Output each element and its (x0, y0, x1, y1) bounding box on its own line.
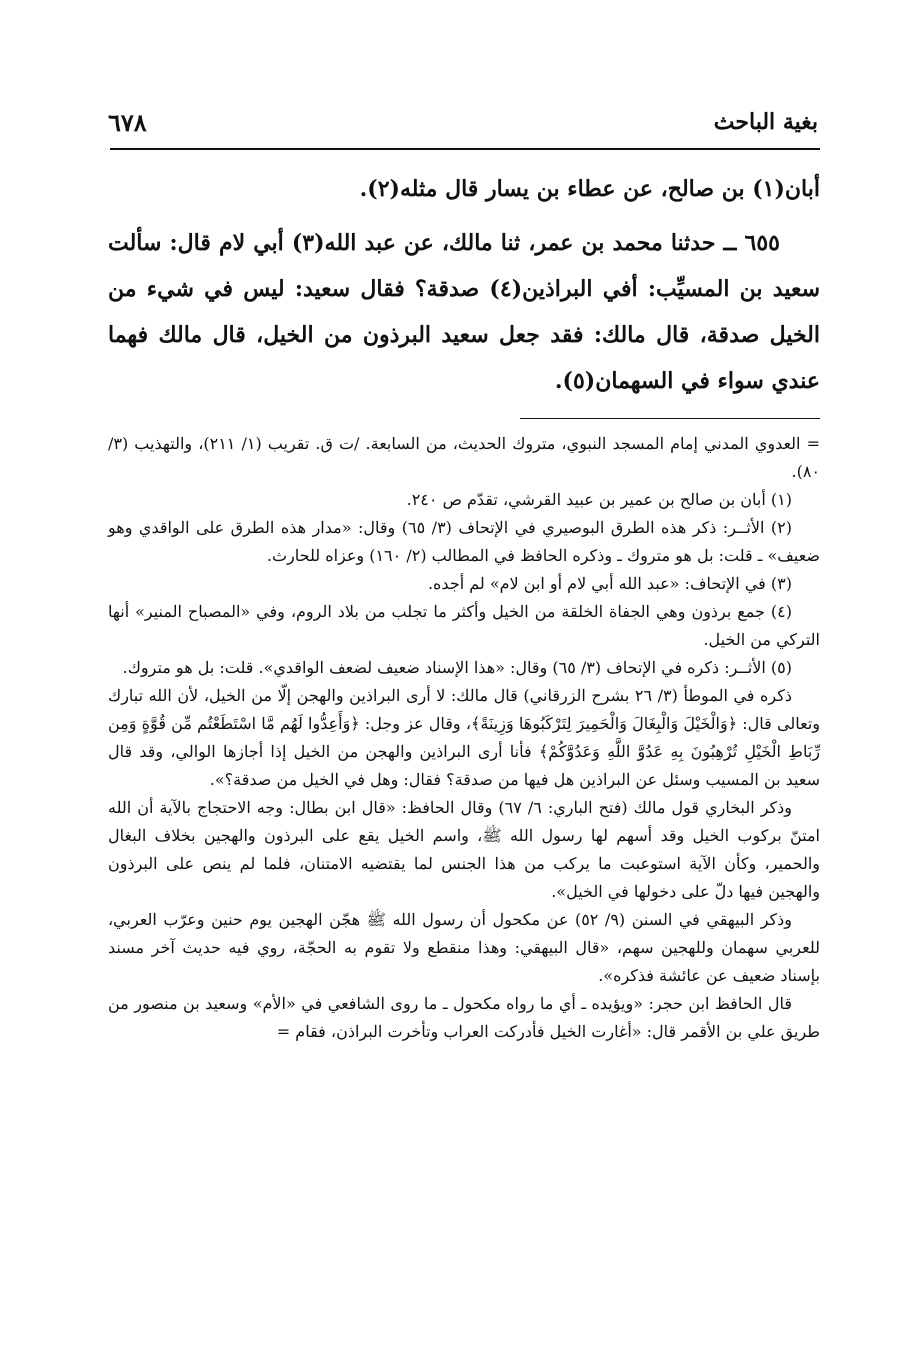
main-text (108, 166, 820, 404)
running-title: بغية الباحث (713, 109, 818, 135)
hadith-text: حدثنا محمد بن عمر، ثنا مالك، عن عبد الله(٣) أبي لام قال: سألت سعيد بن المسيِّب: أفي البراذين(٤) صدقة؟ فقال سعيد: ليس في شيء من الخيل صدقة، قال مالك: فقد جعل سعيد البرذون من الخيل، قال مالك فهما عندي سواء في السهمان(٥). (108, 230, 820, 394)
footnotes (108, 430, 820, 1046)
note-bayhaqi: وذكر البيهقي في السنن (٩/ ٥٢) عن مكحول أن رسول الله ﷺ هجّن الهجين يوم حنين وعرّب العربي، للعربي سهمان وللهجين سهم، «قال البيهقي: وهذا منقطع ولا تقوم به الحجّة، روي فيه حديث آخر مسند بإسناد ضعيف عن عائشة فذكره». (108, 910, 820, 985)
hadith-number: ٦٥٥ ــ (723, 230, 780, 256)
note-ibn-hajar: قال الحافظ ابن حجر: «ويؤيده ـ أي ما رواه مكحول ـ ما روى الشافعي في «الأم» وسعيد بن منصور من طريق علي بن الأقمر قال: «أغارت الخيل فأدركت العراب وتأخرت البراذن، فقام = (108, 994, 820, 1041)
footnote-4: (٤) جمع برذون وهي الجفاة الخلقة من الخيل وأكثر ما تجلب من بلاد الروم، وفي «المصباح المنير» أنها التركي من الخيل. (108, 602, 820, 649)
footnote-1: (١) أبان بن صالح بن عمير بن عبيد القرشي، تقدّم ص ٢٤٠. (406, 490, 792, 509)
footnote-rule (520, 418, 820, 419)
footnote-5: (٥) الأثــر: ذكره في الإتحاف (٣/ ٦٥) وقال: «هذا الإسناد ضعيف لضعف الواقدي». قلت: بل هو متروك. (122, 658, 792, 677)
page-header (108, 104, 818, 140)
header-rule (110, 148, 820, 150)
footnote-continuation: = العدوي المدني إمام المسجد النبوي، متروك الحديث، من السابعة. /ت ق. تقريب (١/ ٢١١)، والتهذيب (٣/ ٨٠). (108, 434, 820, 481)
note-bukhari: وذكر البخاري قول مالك (فتح الباري: ٦/ ٦٧) وقال الحافظ: «قال ابن بطال: وجه الاحتجاج بالآية أن الله امتنّ بركوب الخيل وقد أسهم لها رسول الله ﷺ، واسم الخيل يقع على البرذون والهجين بخلاف البغال والحمير، وكأن الآية استوعبت ما يركب من هذا الجنس لما يقتضيه الامتنان، فلما لم ينص على البرذون والهجين فيها دلّ على دخولها في الخيل». (108, 798, 820, 901)
note-muwatta: ذكره في الموطأ (٣/ ٢٦ بشرح الزرقاني) قال مالك: لا أرى البراذين والهجن إلّا من الخيل، لأن الله تبارك وتعالى قال: ﴿وَالْخَيْلَ وَالْبِغَالَ وَالْحَمِيرَ لِتَرْكَبُوهَا وَزِينَةً﴾، وقال عز وجل: ﴿وَأَعِدُّوا لَهُم مَّا اسْتَطَعْتُم مِّن قُوَّةٍ وَمِن رِّبَاطِ الْخَيْلِ تُرْهِبُونَ بِهِ عَدُوَّ اللَّهِ وَعَدُوَّكُمْ﴾ فأنا أرى البراذين والهجن من الخيل إذا أجازها الوالي، وقد قال سعيد بن المسيب وسئل عن البراذين هل فيها من صدقة؟ فقال: وهل في الخيل من صدقة؟». (108, 686, 821, 789)
hadith-paragraph (108, 220, 820, 404)
main-line-1: أبان(١) بن صالح، عن عطاء بن يسار قال مثله(٢). (359, 176, 820, 202)
page-number: ٦٧٨ (108, 107, 147, 137)
footnote-2: (٢) الأثــر: ذكر هذه الطرق البوصيري في الإتحاف (٣/ ٦٥) وقال: «مدار هذه الطرق على الواقدي وهو ضعيف» ـ قلت: بل هو متروك ـ وذكره الحافظ في المطالب (٢/ ١٦٠) وعزاه للحارث. (108, 518, 820, 565)
footnote-3: (٣) في الإتحاف: «عبد الله أبي لام أو ابن لام» لم أجده. (427, 574, 792, 593)
